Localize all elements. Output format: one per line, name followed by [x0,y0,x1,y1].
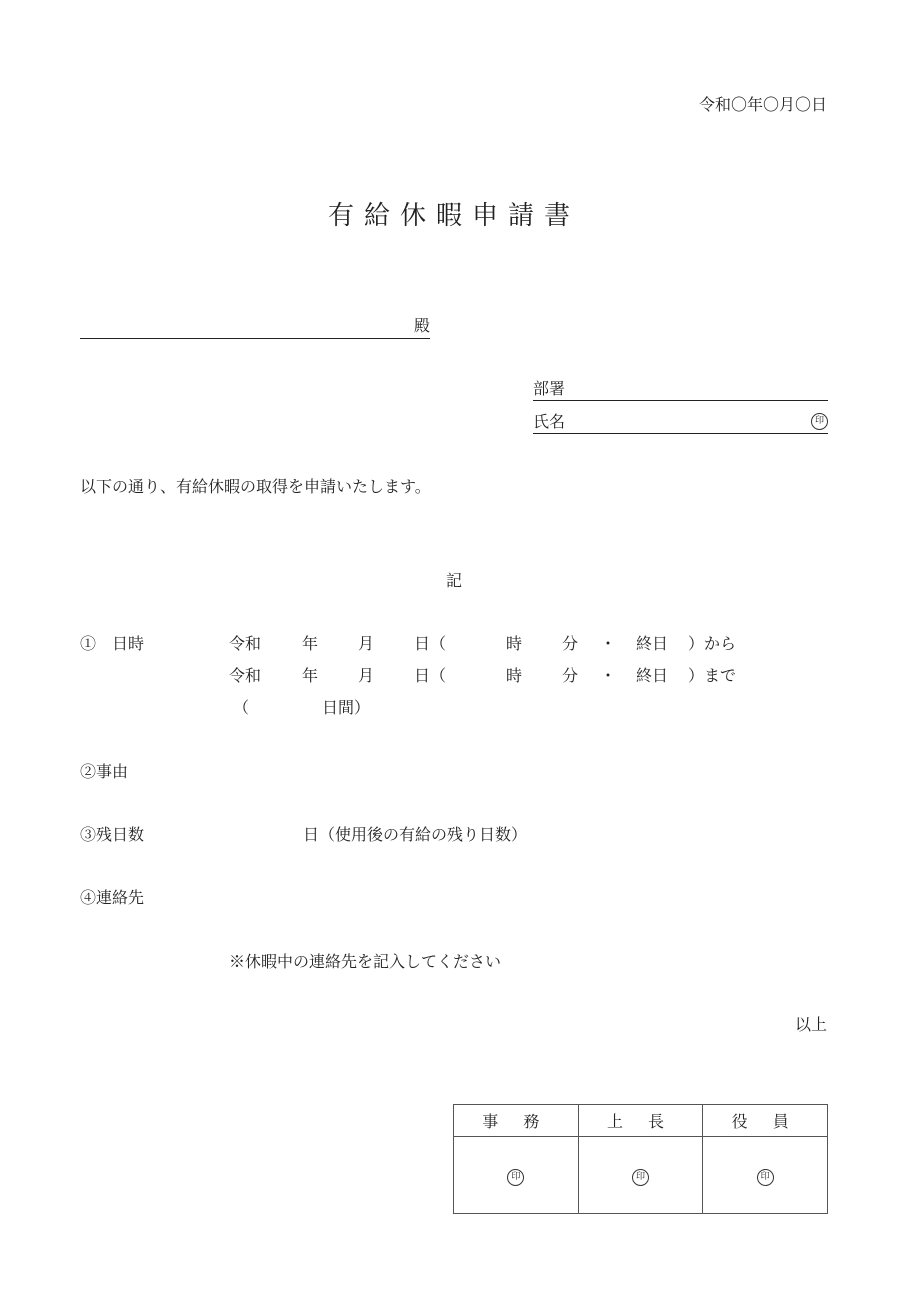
seal-icon: 印 [811,413,828,430]
hour-label: 時 [506,634,523,653]
days-count-label: 日間） [322,698,371,717]
addressee-line [80,318,430,339]
addressee-suffix: 殿 [413,316,430,335]
year-label: 年 [302,634,319,653]
until-label: ）まで [688,666,737,685]
minute-label: 分 [562,634,579,653]
name-field [533,411,828,434]
month-label: 月 [358,666,375,685]
approval-header-supervisor: 上 長 [578,1105,703,1137]
seal-icon: 印 [507,1169,524,1186]
days-open-paren: （ [233,698,250,717]
year-label: 年 [302,666,319,685]
approval-header-clerical: 事 務 [454,1105,579,1137]
from-label: ）から [688,634,737,653]
approval-stamp-cell[interactable] [454,1137,579,1214]
separator-dot: ・ [600,666,617,685]
approval-stamp-table [453,1104,828,1214]
document-title: 有給休暇申請書 [327,201,580,231]
department-field [533,378,828,401]
closing-text: 以上 [794,1015,827,1034]
seal-icon: 印 [757,1169,774,1186]
day-label: 日（ [414,666,447,685]
item-reason-label: ②事由 [80,762,129,781]
approval-stamp-cell[interactable] [578,1137,703,1214]
seal-icon: 印 [632,1169,649,1186]
document-date: 令和〇年〇月〇日 [698,95,827,114]
item-datetime-label: ① 日時 [80,634,145,653]
item-remaining-label: ③残日数 [80,825,145,844]
era-label: 令和 [229,666,262,685]
minute-label: 分 [562,666,579,685]
day-label: 日（ [414,634,447,653]
separator-dot: ・ [600,634,617,653]
allday-label: 終日 [636,666,669,685]
approval-header-executive: 役 員 [703,1105,828,1137]
name-label: 氏名 [533,412,566,431]
item-contact-label: ④連絡先 [80,888,145,907]
month-label: 月 [358,634,375,653]
department-label: 部署 [533,379,566,398]
approval-stamp-cell[interactable] [703,1137,828,1214]
intro-text: 以下の通り、有給休暇の取得を申請いたします。 [80,477,431,496]
era-label: 令和 [229,634,262,653]
contact-note: ※休暇中の連絡先を記入してください [229,952,502,971]
remaining-days-text: 日（使用後の有給の残り日数） [303,825,528,844]
ki-heading: 記 [446,571,463,590]
allday-label: 終日 [636,634,669,653]
hour-label: 時 [506,666,523,685]
